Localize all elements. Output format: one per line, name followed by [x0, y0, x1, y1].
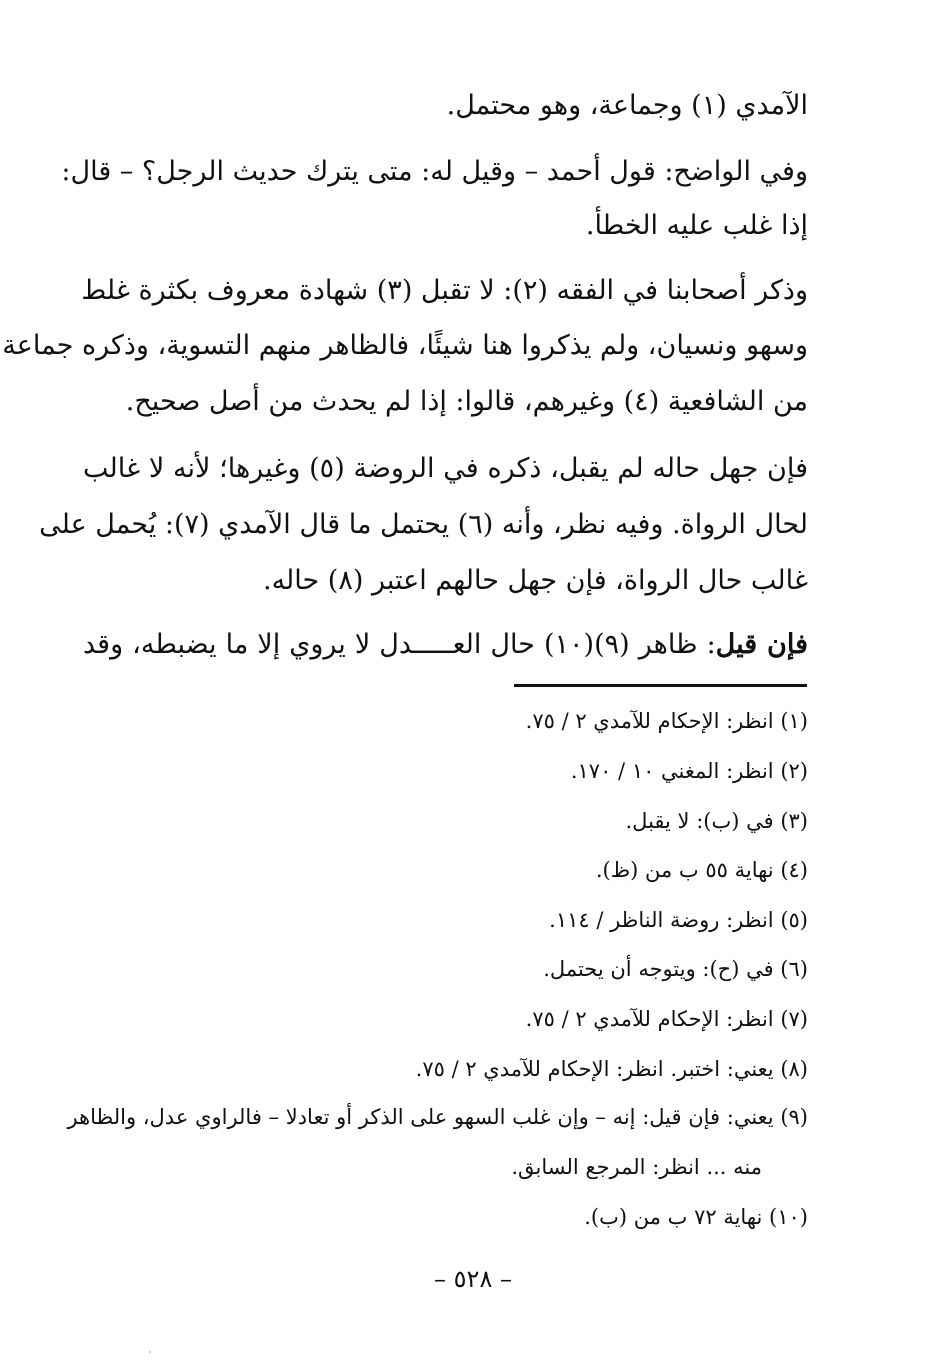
page-number: – ٥٢٨ – — [434, 1265, 512, 1293]
body-line-10 — [83, 625, 808, 665]
body-line-5: وسهو ونسيان، ولم يذكروا هنا شيئًا، فالظاهر منهم التسوية، وذكره جماعة — [2, 330, 808, 361]
body-line-8: لحال الرواة. وفيه نظر، وأنه (٦) يحتمل ما قال الآمدي (٧): يُحمل على — [39, 509, 808, 540]
footnote-separator — [514, 684, 807, 687]
body-line-9: غالب حال الرواة، فإن جهل حالهم اعتبر (٨) حاله. — [262, 565, 808, 596]
body-line-7: فإن جهل حاله لم يقبل، ذكره في الروضة (٥) وغيرها؛ لأنه لا غالب — [83, 453, 808, 484]
footnote-7: (٧) انظر: الإحكام للآمدي ٢ / ٧٥. — [525, 1007, 808, 1031]
footnote-8: (٨) يعني: اختبر. انظر: الإحكام للآمدي ٢ / ٧٥. — [415, 1057, 808, 1081]
body-line-6: من الشافعية (٤) وغيرهم، قالوا: إذا لم يحدث من أصل صحيح. — [125, 386, 808, 417]
footnote-5: (٥) انظر: روضة الناظر / ١١٤. — [549, 908, 808, 932]
footnote-3: (٣) في (ب): لا يقبل. — [625, 809, 808, 833]
fa-in-qila-heading: فإن قيل — [715, 629, 808, 660]
footnote-4: (٤) نهاية ٥٥ ب من (ظ). — [595, 858, 808, 882]
footnote-9-continuation: منه ... انظر: المرجع السابق. — [511, 1155, 762, 1179]
footnote-6: (٦) في (ح): ويتوجه أن يحتمل. — [543, 957, 808, 981]
footnote-2: (٢) انظر: المغني ١٠ / ١٧٠. — [570, 759, 808, 783]
body-line-4: وذكر أصحابنا في الفقه (٢): لا تقبل (٣) شهادة معروف بكثرة غلط — [81, 275, 808, 306]
footnote-1: (١) انظر: الإحكام للآمدي ٢ / ٧٥. — [525, 709, 808, 733]
body-line-1: الآمدي (١) وجماعة، وهو محتمل. — [446, 90, 808, 121]
footnote-10: (١٠) نهاية ٧٢ ب من (ب). — [584, 1205, 808, 1229]
body-line-2: وفي الواضح: قول أحمد – وقيل له: متى يترك حديث الرجل؟ – قال: — [61, 156, 808, 187]
scan-speck — [149, 1351, 151, 1353]
footnote-9: (٩) يعني: فإن قيل: إنه – وإن غلب السهو على الذكر أو تعادلا – فالراوي عدل، والظاهر — [67, 1105, 808, 1129]
body-line-3: إذا غلب عليه الخطأ. — [585, 210, 808, 241]
body-line-10-text: : ظاهر (٩)(١٠) حال العـــــدل لا يروي إلا ما يضبطه، وقد — [83, 629, 716, 660]
